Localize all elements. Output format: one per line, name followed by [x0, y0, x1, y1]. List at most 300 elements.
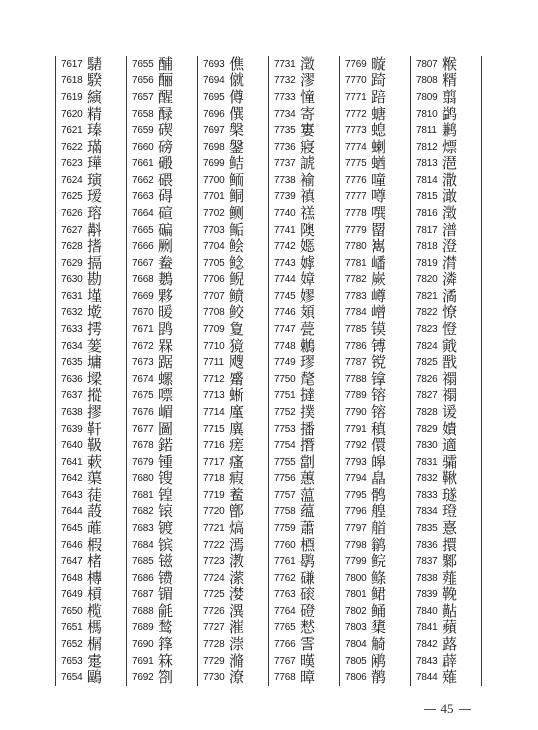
char-code: 7698: [203, 141, 225, 153]
table-row: [127, 205, 197, 222]
table-row: [56, 338, 126, 355]
hanzi-character: 镕: [371, 386, 387, 405]
hanzi-character: 螺: [158, 369, 174, 388]
hanzi-character: 蕗: [442, 635, 458, 654]
table-row: [56, 620, 126, 637]
table-row: [56, 272, 126, 289]
hanzi-character: 熛: [442, 137, 458, 156]
char-code: 7807: [416, 58, 438, 70]
hanzi-character: 鷗: [87, 668, 103, 687]
table-row: [269, 338, 339, 355]
char-code: 7822: [416, 307, 438, 319]
hanzi-character: 蝤: [371, 154, 387, 173]
char-code: 7760: [274, 539, 296, 551]
table-row: [198, 73, 268, 90]
table-row: [56, 636, 126, 653]
hanzi-character: 播: [300, 419, 316, 438]
char-code: 7690: [132, 639, 154, 651]
table-row: [198, 570, 268, 587]
table-row: [340, 222, 410, 239]
char-code: 7766: [274, 639, 296, 651]
hanzi-character: 潩: [229, 601, 245, 620]
table-row: [411, 172, 481, 189]
table-row: [411, 139, 481, 156]
hanzi-character: 撻: [300, 386, 316, 405]
hanzi-character: 鹍: [158, 320, 174, 339]
table-row: [198, 255, 268, 272]
char-code: 7770: [345, 75, 367, 87]
table-row: [411, 189, 481, 206]
table-row: [269, 437, 339, 454]
char-code: 7636: [61, 373, 83, 385]
hanzi-character: 僬: [229, 54, 245, 73]
char-code: 7824: [416, 340, 438, 352]
char-code: 7786: [345, 340, 367, 352]
hanzi-character: 寢: [300, 137, 316, 156]
hanzi-character: 墚: [87, 369, 103, 388]
hanzi-character: 镅: [158, 585, 174, 604]
table-row: [198, 354, 268, 371]
table-row: [56, 587, 126, 604]
char-code: 7623: [61, 158, 83, 170]
hanzi-character: 薤: [442, 568, 458, 587]
hanzi-character: 酾: [158, 71, 174, 90]
hanzi-character: 鲗: [229, 203, 245, 222]
hanzi-character: 漼: [229, 618, 245, 637]
char-code: 7705: [203, 257, 225, 269]
table-row: [411, 470, 481, 487]
table-row: [269, 603, 339, 620]
footer-dash-right: [459, 709, 471, 710]
char-code: 7697: [203, 125, 225, 137]
char-code: 7808: [416, 75, 438, 87]
hanzi-character: 镈: [371, 336, 387, 355]
char-code: 7802: [345, 605, 367, 617]
table-row: [340, 620, 410, 637]
char-code: 7666: [132, 241, 154, 253]
char-code: 7821: [416, 290, 438, 302]
table-row: [127, 421, 197, 438]
table-row: [127, 222, 197, 239]
char-code: 7670: [132, 307, 154, 319]
table-row: [198, 205, 268, 222]
hanzi-character: 鲞: [158, 253, 174, 272]
char-code: 7817: [416, 224, 438, 236]
table-row: [198, 636, 268, 653]
table-row: [56, 553, 126, 570]
char-code: 7798: [345, 539, 367, 551]
char-code: 7745: [274, 290, 296, 302]
table-row: [127, 520, 197, 537]
char-code: 7765: [274, 622, 296, 634]
hanzi-character: 鲛: [229, 303, 245, 322]
char-code: 7665: [132, 224, 154, 236]
char-code: 7728: [203, 639, 225, 651]
hanzi-character: 噀: [371, 203, 387, 222]
hanzi-character: 踣: [371, 87, 387, 106]
char-code: 7645: [61, 522, 83, 534]
hanzi-character: 禤: [442, 369, 458, 388]
table-row: [340, 122, 410, 139]
table-row: [56, 470, 126, 487]
char-code: 7792: [345, 440, 367, 452]
table-row: [56, 139, 126, 156]
table-row: [269, 155, 339, 172]
table-row: [56, 487, 126, 504]
hanzi-character: 憧: [300, 87, 316, 106]
hanzi-character: 镆: [371, 320, 387, 339]
table-row: [269, 620, 339, 637]
hanzi-character: 鲝: [229, 485, 245, 504]
char-code: 7640: [61, 440, 83, 452]
hanzi-character: 飕: [229, 353, 245, 372]
table-row: [411, 238, 481, 255]
table-row: [56, 56, 126, 73]
table-row: [411, 504, 481, 521]
table-row: [340, 238, 410, 255]
char-code: 7787: [345, 357, 367, 369]
char-code: 7664: [132, 207, 154, 219]
char-code: 7629: [61, 257, 83, 269]
hanzi-character: 螅: [371, 121, 387, 140]
hanzi-character: 锺: [158, 452, 174, 471]
char-code: 7751: [274, 390, 296, 402]
hanzi-character: 蔎: [87, 502, 103, 521]
char-code: 7694: [203, 75, 225, 87]
table-row: [56, 321, 126, 338]
table-row: [127, 620, 197, 637]
table-row: [269, 305, 339, 322]
hanzi-character: 嫭: [300, 253, 316, 272]
char-code: 7688: [132, 605, 154, 617]
table-row: [127, 487, 197, 504]
char-code: 7707: [203, 290, 225, 302]
char-code: 7701: [203, 191, 225, 203]
table-column: [126, 56, 197, 686]
char-code: 7709: [203, 324, 225, 336]
table-row: [198, 189, 268, 206]
char-code: 7768: [274, 672, 296, 684]
table-column: [268, 56, 339, 686]
hanzi-character: 漤: [229, 585, 245, 604]
hanzi-character: 槃: [229, 121, 245, 140]
char-code: 7687: [132, 589, 154, 601]
char-code: 7811: [416, 125, 437, 137]
char-code: 7777: [345, 191, 367, 203]
char-code: 7840: [416, 605, 438, 617]
char-code: 7841: [416, 622, 438, 634]
hanzi-character: 蓗: [87, 485, 103, 504]
hanzi-character: 瑢: [87, 203, 103, 222]
hanzi-character: 靬: [87, 419, 103, 438]
table-row: [198, 504, 268, 521]
table-row: [198, 669, 268, 686]
char-code: 7686: [132, 572, 154, 584]
table-row: [269, 553, 339, 570]
char-code: 7647: [61, 556, 83, 568]
char-code: 7713: [203, 390, 225, 402]
char-code: 7689: [132, 622, 154, 634]
char-code: 7828: [416, 406, 438, 418]
char-code: 7812: [416, 141, 438, 153]
char-code: 7779: [345, 224, 367, 236]
char-code: 7788: [345, 373, 367, 385]
char-code: 7683: [132, 522, 154, 534]
table-row: [127, 537, 197, 554]
hanzi-character: 鹣: [442, 121, 458, 140]
table-row: [198, 421, 268, 438]
hanzi-character: 锼: [158, 469, 174, 488]
char-code: 7706: [203, 274, 225, 286]
table-row: [127, 338, 197, 355]
hanzi-character: 鍩: [158, 436, 174, 455]
table-row: [411, 537, 481, 554]
table-row: [127, 321, 197, 338]
char-code: 7642: [61, 473, 83, 485]
table-row: [56, 89, 126, 106]
char-code: 7843: [416, 655, 438, 667]
hanzi-character: 澉: [442, 187, 458, 206]
char-code: 7739: [274, 191, 296, 203]
hanzi-character: 褕: [300, 170, 316, 189]
table-row: [198, 122, 268, 139]
table-row: [56, 255, 126, 272]
table-row: [127, 73, 197, 90]
char-code: 7813: [416, 158, 438, 170]
table-row: [340, 255, 410, 272]
hanzi-character: 縯: [87, 87, 103, 106]
table-row: [127, 122, 197, 139]
hanzi-character: 擐: [442, 535, 458, 554]
char-code: 7723: [203, 556, 225, 568]
char-code: 7795: [345, 489, 367, 501]
hanzi-character: 璒: [442, 502, 458, 521]
hanzi-character: 璲: [442, 485, 458, 504]
hanzi-character: 薜: [442, 651, 458, 670]
table-row: [340, 89, 410, 106]
hanzi-character: 漹: [229, 535, 245, 554]
hanzi-character: 鲒: [229, 154, 245, 173]
char-code: 7649: [61, 589, 83, 601]
table-row: [340, 189, 410, 206]
hanzi-character: 僔: [229, 87, 245, 106]
hanzi-character: 碨: [158, 170, 174, 189]
table-row: [269, 421, 339, 438]
table-row: [340, 172, 410, 189]
character-code-table: [55, 56, 482, 686]
hanzi-character: 磙: [300, 585, 316, 604]
char-code: 7744: [274, 274, 296, 286]
table-row: [340, 73, 410, 90]
table-row: [127, 669, 197, 686]
hanzi-character: 薙: [442, 668, 458, 687]
char-code: 7711: [203, 357, 224, 369]
table-row: [340, 305, 410, 322]
hanzi-character: 瘕: [229, 469, 245, 488]
table-row: [56, 504, 126, 521]
char-code: 7809: [416, 91, 438, 103]
table-row: [340, 520, 410, 537]
hanzi-character: 嵋: [158, 402, 174, 421]
table-row: [340, 487, 410, 504]
hanzi-character: 箨: [158, 635, 174, 654]
table-row: [411, 155, 481, 172]
hanzi-character: 撲: [300, 402, 316, 421]
char-code: 7832: [416, 473, 438, 485]
table-row: [198, 620, 268, 637]
hanzi-character: 嶒: [371, 303, 387, 322]
table-row: [127, 570, 197, 587]
hanzi-character: 鞔: [442, 585, 458, 604]
char-code: 7839: [416, 589, 438, 601]
table-row: [56, 570, 126, 587]
hanzi-character: 鶈: [158, 270, 174, 289]
char-code: 7790: [345, 406, 367, 418]
hanzi-character: 嫜: [300, 270, 316, 289]
char-code: 7704: [203, 241, 225, 253]
char-code: 7712: [203, 373, 225, 385]
hanzi-character: 鲕: [229, 170, 245, 189]
char-code: 7691: [132, 655, 154, 667]
table-row: [411, 106, 481, 123]
char-code: 7621: [61, 125, 83, 137]
hanzi-character: 澂: [300, 54, 316, 73]
char-code: 7678: [132, 440, 154, 452]
table-row: [56, 172, 126, 189]
hanzi-character: 嶲: [371, 237, 387, 256]
table-row: [127, 288, 197, 305]
char-code: 7673: [132, 357, 154, 369]
hanzi-character: 槫: [87, 568, 103, 587]
hanzi-character: 霅: [300, 635, 316, 654]
table-row: [411, 620, 481, 637]
char-code: 7800: [345, 572, 367, 584]
hanzi-character: 椵: [87, 535, 103, 554]
hanzi-character: 漻: [300, 71, 316, 90]
table-row: [340, 288, 410, 305]
table-row: [269, 73, 339, 90]
table-row: [411, 338, 481, 355]
char-code: 7650: [61, 605, 83, 617]
hanzi-character: 鹖: [300, 552, 316, 571]
hanzi-character: 搘: [87, 237, 103, 256]
hanzi-character: 碹: [158, 203, 174, 222]
hanzi-character: 鹟: [371, 535, 387, 554]
hanzi-character: 嶓: [371, 253, 387, 272]
table-row: [56, 106, 126, 123]
table-row: [56, 603, 126, 620]
hanzi-character: 瘥: [229, 436, 245, 455]
char-code: 7831: [416, 456, 438, 468]
hanzi-character: 嶟: [371, 286, 387, 305]
char-code: 7758: [274, 506, 296, 518]
table-row: [340, 437, 410, 454]
char-code: 7692: [132, 672, 154, 684]
char-code: 7830: [416, 440, 438, 452]
char-code: 7734: [274, 108, 296, 120]
table-row: [56, 454, 126, 471]
char-code: 7721: [203, 522, 225, 534]
hanzi-character: 鶒: [300, 336, 316, 355]
char-code: 7731: [274, 58, 296, 70]
table-row: [198, 437, 268, 454]
char-code: 7754: [274, 440, 296, 452]
table-row: [56, 354, 126, 371]
char-code: 7627: [61, 224, 83, 236]
table-row: [411, 371, 481, 388]
char-code: 7652: [61, 639, 83, 651]
table-row: [56, 537, 126, 554]
hanzi-character: 潾: [442, 270, 458, 289]
hanzi-character: 槑: [158, 336, 174, 355]
char-code: 7796: [345, 506, 367, 518]
table-row: [127, 437, 197, 454]
table-row: [340, 504, 410, 521]
char-code: 7700: [203, 174, 225, 186]
table-row: [198, 155, 268, 172]
table-row: [56, 238, 126, 255]
char-code: 7684: [132, 539, 154, 551]
table-row: [340, 139, 410, 156]
table-row: [411, 89, 481, 106]
char-code: 7710: [203, 340, 225, 352]
hanzi-character: 澂: [442, 203, 458, 222]
hanzi-character: 瘙: [229, 452, 245, 471]
table-row: [340, 570, 410, 587]
char-code: 7679: [132, 456, 154, 468]
table-row: [269, 321, 339, 338]
table-column: [197, 56, 268, 686]
char-code: 7746: [274, 307, 296, 319]
table-row: [56, 404, 126, 421]
table-row: [127, 155, 197, 172]
table-row: [198, 371, 268, 388]
char-code: 7661: [132, 158, 154, 170]
char-code: 7833: [416, 489, 438, 501]
hanzi-character: 磏: [300, 568, 316, 587]
char-code: 7738: [274, 174, 296, 186]
char-code: 7759: [274, 522, 296, 534]
footer-dash-left: [424, 709, 436, 710]
table-row: [127, 255, 197, 272]
hanzi-character: 榍: [87, 635, 103, 654]
hanzi-character: 寄: [300, 104, 316, 123]
table-row: [198, 388, 268, 405]
hanzi-character: 皞: [371, 452, 387, 471]
table-row: [56, 73, 126, 90]
hanzi-character: 廙: [229, 419, 245, 438]
hanzi-character: 獍: [229, 336, 245, 355]
table-row: [127, 106, 197, 123]
char-code: 7722: [203, 539, 225, 551]
table-row: [56, 371, 126, 388]
table-row: [269, 537, 339, 554]
table-row: [269, 404, 339, 421]
table-row: [411, 404, 481, 421]
char-code: 7653: [61, 655, 83, 667]
hanzi-character: 锿: [158, 502, 174, 521]
char-code: 7632: [61, 307, 83, 319]
char-code: 7761: [274, 556, 296, 568]
table-row: [269, 222, 339, 239]
table-row: [340, 354, 410, 371]
table-row: [198, 222, 268, 239]
table-row: [269, 470, 339, 487]
hanzi-character: 碶: [158, 121, 174, 140]
char-code: 7735: [274, 125, 296, 137]
table-row: [269, 205, 339, 222]
char-code: 7775: [345, 158, 367, 170]
